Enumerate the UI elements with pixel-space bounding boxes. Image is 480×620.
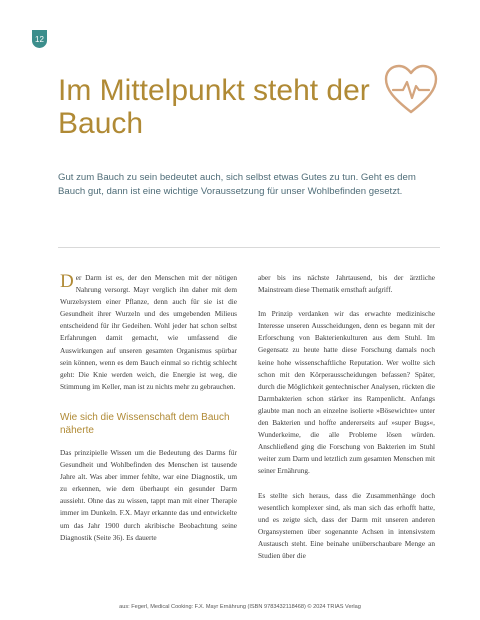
page-number-badge xyxy=(32,30,47,48)
right-paragraph-2: Im Prinzip verdanken wir das erwachte medizinische Interesse unseren Ausscheidungen, denn es begann mit der Erforschung von Bakterienkulturen aus dem Stuhl. Im Gegensatz zu heute hatte diese Forschung damals noch keine hohe wissenschaftliche Reputation. Wer wollte sich schon mit den Körperausscheidungen befassen? Später, durch die Möglichkeit gentechnischer Analysen, rückten die Darmbakterien schon stärker ins Rampenlicht. Anfangs glaubte man noch an einzelne isolierte »Bösewichte« unter den Bakterien und hoffte andererseits auf »super Bugs«, Wunderkeime, die alle Probleme lösen würden. Anschließend ging die Forschung von Bakterien im Stuhl weiter zum Darm und letztlich zum gesamten Menschen mit seiner Ernährung. xyxy=(258,309,435,476)
right-column xyxy=(258,272,435,562)
page-title: Im Mittelpunkt steht der Bauch xyxy=(58,74,370,140)
page-number: 12 xyxy=(35,34,44,44)
right-paragraph-1: aber bis ins nächste Jahrtausend, bis der ärztliche Mainstream diese Thematik ernsthaft aufgriff. xyxy=(258,273,435,295)
left-column xyxy=(60,272,237,544)
heart-pulse-icon xyxy=(383,64,439,116)
left-paragraph-2: Das prinzipielle Wissen um die Bedeutung des Darms für Gesundheit und Wohlbefinden des Menschen ist tausende Jahre alt. Was aber immer fehlte, war eine Diagnostik, um zu erkennen, wie dem überhaupt ein gesunder Darm aussieht. Ohne das zu wissen, tappt man mit einer Therapie immer im Dunkeln. F.X. Mayr erkannte das und entwickelte um das Jahr 1900 durch akribische Beobachtung seine Diagnostik (Seite 36). Es dauerte xyxy=(60,447,237,542)
divider xyxy=(58,247,440,248)
intro-text: Gut zum Bauch zu sein bedeutet auch, sich selbst etwas Gutes zu tun. Geht es dem Bauch gut, dann ist eine wichtige Voraussetzung für unser Wohlbefinden gesetzt. xyxy=(58,172,416,197)
dropcap: D xyxy=(60,271,74,292)
left-paragraph-1-text: er Darm ist es, der den Menschen mit der nötigen Nahrung versorgt. Mayr verglich ihn daher mit dem Wurzelsystem einer Pflanze, denn auch für sie ist die Gesundheit ihrer Wurzeln und des umgebenden Milieus entscheidend für ihr Gedeihen. Wohl jeder hat schon selbst Erfahrungen damit gemacht, wie umfassend die Auswirkungen auf unseren gesamten Organismus spürbar sein können, wenn es dem Bauch einmal so richtig schlecht geht: Die Knie werden weich, die Energie ist weg, die Stimmung im Keller, man ist zu nichts mehr zu gebrauchen. xyxy=(60,273,237,391)
footer-credit: aus: Fegerl, Medical Cooking: F.X. Mayr Ernährung (ISBN 9783432118468) © 2024 TRIAS Verlag xyxy=(119,604,361,610)
left-paragraph-1 xyxy=(60,272,237,393)
right-paragraph-3: Es stellte sich heraus, dass die Zusammenhänge doch wesentlich komplexer sind, als man sich das erhofft hatte, und es zeigte sich, dass der Darm mit unseren anderen Organsystemen über sogenannte Achsen in intensivstem Austausch steht. Eine beinahe unüberschaubare Menge an Studien über die xyxy=(258,490,435,560)
section-subheading: Wie sich die Wissenschaft dem Bauch näherte xyxy=(60,411,230,436)
